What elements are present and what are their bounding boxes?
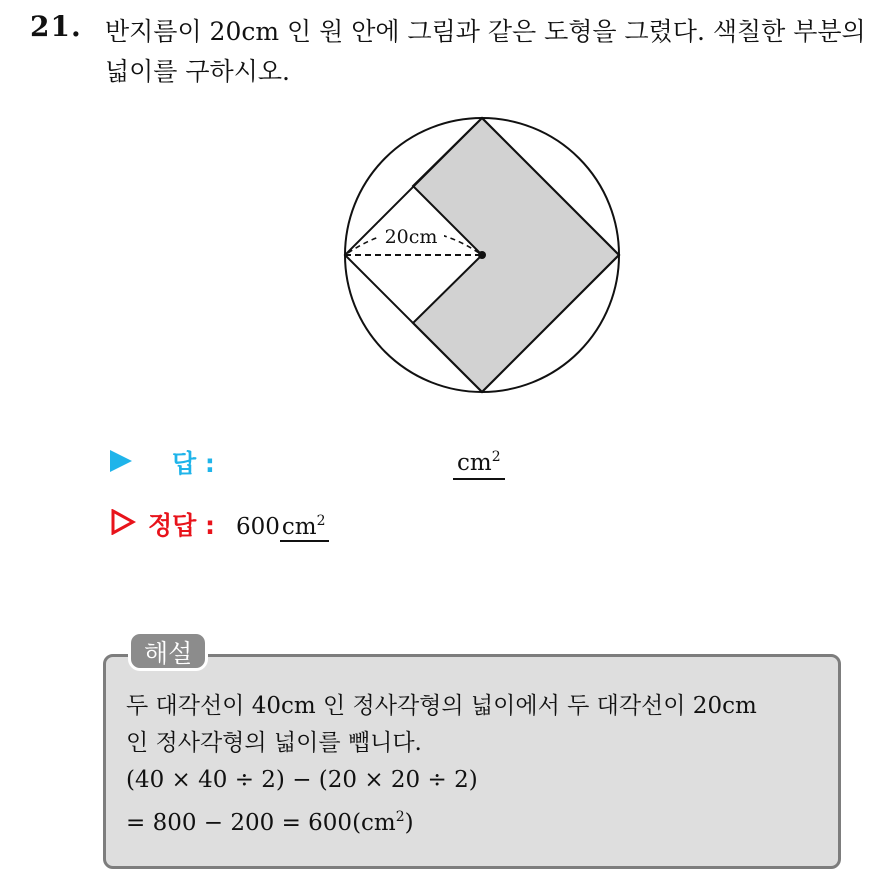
shaded-region <box>413 118 619 392</box>
question-line-2: 넓이를 구하시오. <box>105 57 290 86</box>
answer-label: 답 : <box>172 449 215 478</box>
answer-row <box>110 440 610 480</box>
radius-label: 20cm <box>384 226 438 248</box>
correct-answer-value <box>236 506 329 542</box>
explanation-line-4-end: ) <box>404 810 414 836</box>
answer-unit-exponent: 2 <box>491 449 501 465</box>
outline-triangle-icon <box>110 509 136 535</box>
correct-unit-exponent: 2 <box>316 513 326 529</box>
explanation-tag: 해설 <box>128 631 208 671</box>
explanation-line-4 <box>126 799 836 842</box>
explanation-line-2: 인 정사각형의 넓이를 뺍니다. <box>126 730 422 756</box>
explanation-line-4-main: = 800 − 200 = 600(cm <box>126 810 396 836</box>
explanation-line-1: 두 대각선이 40cm 인 정사각형의 넓이에서 두 대각선이 20cm <box>126 693 757 719</box>
question-text <box>105 12 865 92</box>
explanation-line-4-exponent: 2 <box>395 809 405 825</box>
explanation-body <box>126 688 836 842</box>
center-point <box>478 251 486 259</box>
answer-unit: cm <box>457 450 492 476</box>
correct-unit <box>280 514 329 542</box>
correct-number: 600 <box>236 514 280 540</box>
play-triangle-icon <box>110 450 132 472</box>
correct-unit-base: cm <box>281 514 317 540</box>
correct-answer-label: 정답 : <box>148 511 216 540</box>
answer-blank[interactable] <box>453 442 505 480</box>
question-line-1: 반지름이 20cm 인 원 안에 그림과 같은 도형을 그렸다. 색칠한 부분의 <box>105 17 866 46</box>
question-number: 21. <box>30 10 82 43</box>
geometry-figure <box>340 114 630 404</box>
explanation-line-3: (40 × 40 ÷ 2) − (20 × 20 ÷ 2) <box>126 767 478 793</box>
correct-answer-row <box>110 503 610 543</box>
